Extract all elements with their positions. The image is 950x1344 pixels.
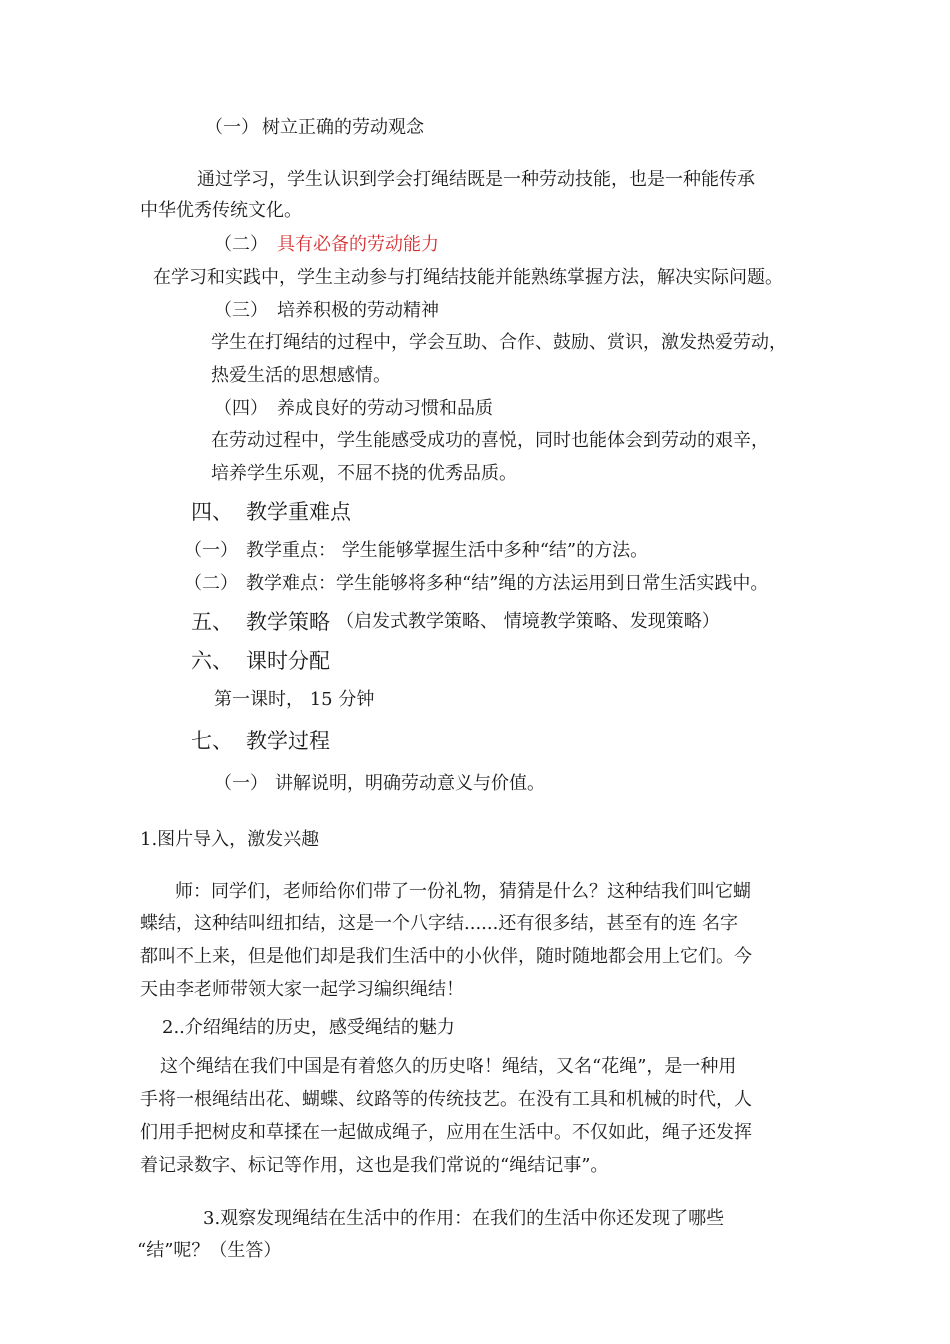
part-1-body-line-4: 天由李老师带领大家一起学习编织绳结！ — [140, 979, 464, 1000]
part-2-heading: 2..介绍绳结的历史，感受绳结的魅力 — [162, 1017, 455, 1038]
section-4-item-1-text: 教学重点： 学生能够掌握生活中多种“结”的方法。 — [246, 540, 649, 561]
part-2-body-line-1: 这个绳结在我们中国是有着悠久的历史咯！绳结，又名“花绳”，是一种用 — [160, 1056, 737, 1077]
section-7-sub-1-number: （一） — [214, 773, 268, 794]
goal-4-body-line-2: 培养学生乐观，不屈不挠的优秀品质。 — [211, 463, 517, 484]
part-3-body-line-2: “结”呢？（生答） — [137, 1240, 282, 1261]
section-5-note: （启发式教学策略、 情境教学策略、发现策略） — [336, 611, 720, 632]
goal-4-title: 养成良好的劳动习惯和品质 — [277, 398, 493, 419]
part-1-body-line-1: 师：同学们，老师给你们带了一份礼物，猜猜是什么？这种结我们叫它蝴 — [175, 881, 751, 902]
section-6-number: 六、 — [191, 649, 233, 673]
goal-3-title: 培养积极的劳动精神 — [277, 300, 439, 321]
goal-1-body-line-1: 通过学习，学生认识到学会打绳结既是一种劳动技能，也是一种能传承 — [197, 169, 755, 190]
part-2-body-line-4: 着记录数字、标记等作用，这也是我们常说的“绳结记事”。 — [140, 1155, 609, 1176]
part-2-body-line-2: 手将一根绳结出花、蝴蝶、纹路等的传统技艺。在没有工具和机械的时代，人 — [140, 1089, 752, 1110]
section-7-number: 七、 — [191, 729, 233, 753]
goal-4-body-line-1: 在劳动过程中，学生能感受成功的喜悦，同时也能体会到劳动的艰辛， — [211, 430, 769, 451]
section-7-title: 教学过程 — [246, 729, 330, 753]
goal-3-body-line-1: 学生在打绳结的过程中，学会互助、合作、鼓励、赏识，激发热爱劳动， — [211, 332, 787, 353]
section-4-title: 教学重难点 — [246, 500, 351, 524]
section-4-item-2-text: 教学难点：学生能够将多种“结”绳的方法运用到日常生活实践中。 — [246, 573, 769, 594]
part-2-body-line-3: 们用手把树皮和草揉在一起做成绳子，应用在生活中。不仅如此，绳子还发挥 — [140, 1122, 752, 1143]
goal-1-number: （一） — [205, 117, 259, 138]
part-1-heading: 1.图片导入，激发兴趣 — [140, 829, 320, 850]
section-4-number: 四、 — [191, 500, 233, 524]
goal-3-number: （三） — [214, 300, 268, 321]
goal-4-number: （四） — [214, 398, 268, 419]
goal-2-title: 具有必备的劳动能力 — [277, 234, 439, 255]
part-3-body-line-1: 3.观察发现绳结在生活中的作用：在我们的生活中你还发现了哪些 — [203, 1208, 725, 1229]
section-6-title: 课时分配 — [246, 649, 330, 673]
section-6-body: 第一课时， 15 分钟 — [214, 689, 375, 710]
section-4-item-1-number: （一） — [184, 540, 238, 561]
section-7-sub-1-title: 讲解说明，明确劳动意义与价值。 — [275, 773, 545, 794]
section-5-title: 教学策略 — [246, 610, 330, 634]
goal-1-body-line-2: 中华优秀传统文化。 — [140, 200, 302, 221]
goal-2-number: （二） — [214, 234, 268, 255]
goal-3-body-line-2: 热爱生活的思想感情。 — [211, 365, 391, 386]
goal-2-body-line-1: 在学习和实践中，学生主动参与打绳结技能并能熟练掌握方法，解决实际问题。 — [153, 267, 783, 288]
part-1-body-line-2: 蝶结，这种结叫纽扣结，这是一个八字结......还有很多结，甚至有的连 名字 — [140, 913, 739, 934]
section-4-item-2-number: （二） — [184, 573, 238, 594]
goal-1-title: 树立正确的劳动观念 — [262, 117, 424, 138]
section-5-number: 五、 — [191, 610, 233, 634]
part-1-body-line-3: 都叫不上来，但是他们却是我们生活中的小伙伴，随时随地都会用上它们。今 — [140, 946, 752, 967]
